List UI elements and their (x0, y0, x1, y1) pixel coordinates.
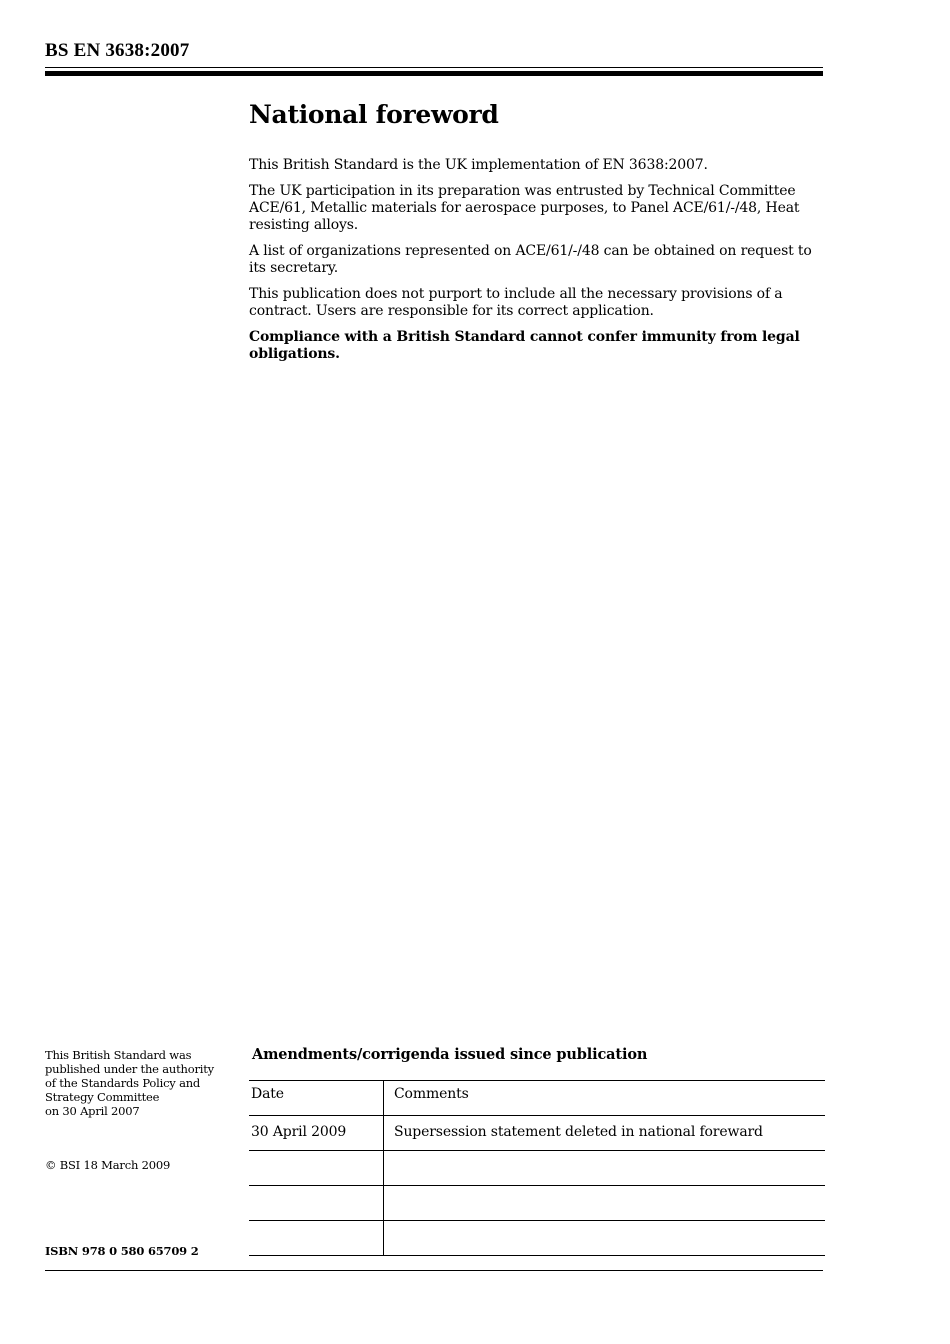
comments-cell (384, 1151, 826, 1186)
foreword-paragraph-2: The UK participation in its preparation was entrusted by Technical Committee ACE/61, Metallic materials for aerospace purposes, to Panel ACE/61/-/48, Heat resisting alloys. (249, 183, 800, 233)
publication-line: Strategy Committee (45, 1090, 160, 1104)
footer-rule (45, 1270, 823, 1271)
foreword-paragraph-1: This British Standard is the UK implementation of EN 3638:2007. (249, 157, 708, 173)
copyright-notice: © BSI 18 March 2009 (45, 1158, 171, 1172)
publication-line: on 30 April 2007 (45, 1104, 140, 1118)
table-row (249, 1151, 825, 1186)
publication-line: This British Standard was (45, 1048, 192, 1062)
compliance-statement: Compliance with a British Standard cannot confer immunity from legal obligations. (249, 329, 800, 362)
comments-cell-text: Supersession statement deleted in national foreward (394, 1124, 763, 1140)
foreword-paragraph-4: This publication does not purport to include all the necessary provisions of a contract. Users are responsible for its correct application. (249, 286, 783, 319)
foreword-paragraph-3: A list of organizations represented on ACE/61/-/48 can be obtained on request to its secretary. (249, 243, 812, 276)
publication-line: published under the authority (45, 1062, 214, 1076)
amendments-title: Amendments/corrigenda issued since publication (252, 1046, 648, 1063)
table-row (249, 1221, 825, 1256)
header-rule-thick (45, 71, 823, 76)
isbn-number: ISBN 978 0 580 65709 2 (45, 1244, 199, 1258)
date-header (249, 1081, 384, 1116)
publication-authority-note (45, 1048, 240, 1118)
comments-cell (384, 1221, 826, 1256)
page-title: National foreword (249, 100, 499, 129)
comments-cell (384, 1116, 826, 1151)
date-cell (249, 1221, 384, 1256)
date-cell (249, 1186, 384, 1221)
comments-cell (384, 1186, 826, 1221)
date-header-label: Date (251, 1086, 284, 1102)
amendments-header-row (249, 1081, 825, 1116)
publication-line: of the Standards Policy and (45, 1076, 201, 1090)
header-rule-thin (45, 67, 823, 68)
comments-header-label: Comments (394, 1086, 469, 1102)
date-cell-text: 30 April 2009 (251, 1124, 347, 1140)
document-code: BS EN 3638:2007 (45, 40, 190, 61)
table-row (249, 1116, 825, 1151)
table-row (249, 1186, 825, 1221)
national-foreword-section (249, 100, 827, 372)
amendments-table (249, 1080, 825, 1256)
date-cell (249, 1116, 384, 1151)
date-cell (249, 1151, 384, 1186)
comments-header (384, 1081, 826, 1116)
